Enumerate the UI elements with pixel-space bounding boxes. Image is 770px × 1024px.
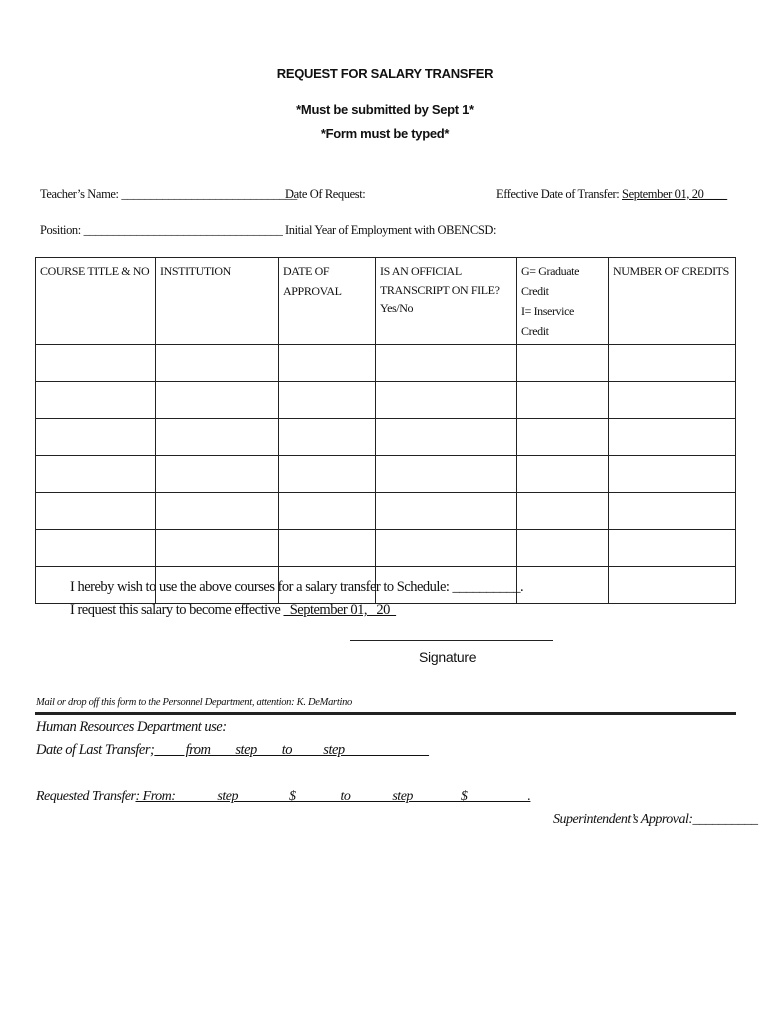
table-cell[interactable] [376,345,517,382]
table-cell[interactable] [279,345,376,382]
effective-date-value: September 01, 20____ [622,187,727,201]
table-cell[interactable] [376,419,517,456]
table-cell[interactable] [36,530,156,567]
deadline-notice: *Must be submitted by Sept 1* [296,102,474,117]
effective-request-label: I request this salary to become effective [70,602,284,618]
section-divider [35,712,736,715]
requested-transfer-line: : From: step $ to step $ . [135,789,531,804]
col-header-institution: INSTITUTION [156,258,279,345]
col-header-credit-type: G= Graduate Credit I= Inservice Credit [517,258,609,345]
effective-request-statement[interactable] [70,602,396,619]
table-cell[interactable] [36,419,156,456]
table-header-row [36,258,736,345]
effective-date-field[interactable] [496,187,727,202]
table-row [36,382,736,419]
last-transfer-field[interactable] [36,742,429,759]
last-transfer-line: from step to step [154,742,430,758]
requested-transfer-label: Requested Transfer [36,789,136,804]
table-cell[interactable] [609,456,736,493]
table-cell[interactable] [517,530,609,567]
col-header-course-title: COURSE TITLE & NO [36,258,156,345]
table-cell[interactable] [609,345,736,382]
table-row [36,419,736,456]
table-cell[interactable] [36,345,156,382]
table-cell[interactable] [156,419,279,456]
course-table [35,257,736,604]
table-cell[interactable] [517,382,609,419]
table-cell[interactable] [156,345,279,382]
table-row [36,493,736,530]
table-cell[interactable] [376,493,517,530]
typed-notice: *Form must be typed* [320,126,450,141]
table-cell[interactable] [279,493,376,530]
table-cell[interactable] [279,456,376,493]
date-of-request-field[interactable]: Date Of Request: [285,187,366,201]
table-cell[interactable] [36,493,156,530]
table-cell[interactable] [517,419,609,456]
table-cell[interactable] [376,530,517,567]
table-row [36,345,736,382]
table-cell[interactable] [156,382,279,419]
table-cell[interactable] [36,382,156,419]
table-cell[interactable] [609,419,736,456]
mail-instructions: Mail or drop off this form to the Personnel Department, attention: K. DeMartino [36,697,352,708]
superintendent-approval[interactable]: Superintendent’s Approval:__________ [553,812,758,827]
form-title: REQUEST FOR SALARY TRANSFER [276,66,494,81]
teacher-name-field[interactable]: Teacher’s Name: ______________________________ [40,187,297,201]
signature-label: Signature [419,649,477,665]
table-cell[interactable] [609,382,736,419]
table-cell[interactable] [279,419,376,456]
position-field[interactable]: Position: __________________________________ [40,223,283,237]
table-row [36,456,736,493]
table-cell[interactable] [517,456,609,493]
last-transfer-label: Date of Last Transfer; [36,742,155,758]
table-cell[interactable] [156,493,279,530]
table-cell[interactable] [376,382,517,419]
table-cell[interactable] [517,345,609,382]
table-cell[interactable] [609,493,736,530]
table-cell[interactable] [376,456,517,493]
table-cell[interactable] [517,567,609,604]
schedule-statement[interactable]: I hereby wish to use the above courses for a salary transfer to Schedule: __________. [70,579,524,595]
effective-date-label: Effective Date of Transfer: [496,187,623,201]
col-header-number-credits: NUMBER OF CREDITS [609,258,736,345]
table-cell[interactable] [36,456,156,493]
requested-transfer-field[interactable] [36,789,530,805]
col-header-transcript: IS AN OFFICIAL TRANSCRIPT ON FILE? Yes/No [376,258,517,345]
table-cell[interactable] [279,382,376,419]
table-cell[interactable] [156,530,279,567]
table-cell[interactable] [609,530,736,567]
col-header-date-approval: DATE OF APPROVAL [279,258,376,345]
effective-request-value: September 01, 20 [283,602,397,618]
table-cell[interactable] [156,456,279,493]
table-cell[interactable] [609,567,736,604]
hr-use-heading: Human Resources Department use: [36,719,227,735]
table-cell[interactable] [279,530,376,567]
initial-year-field[interactable]: Initial Year of Employment with OBENCSD: [285,223,497,237]
table-cell[interactable] [517,493,609,530]
signature-line[interactable] [350,640,553,641]
table-row [36,530,736,567]
